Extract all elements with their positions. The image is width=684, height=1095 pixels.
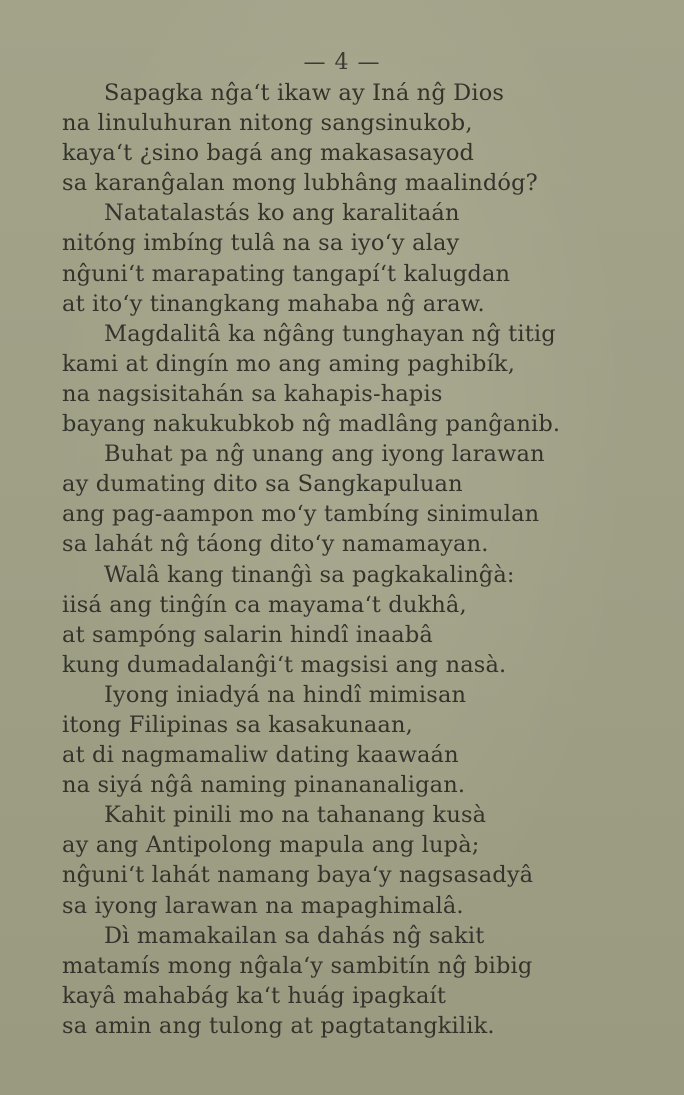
poem-line: Walâ kang tinanĝì sa pagkakalinĝà:	[104, 561, 515, 588]
poem-line: itong Filipinas sa kasakunaan,	[62, 711, 413, 738]
poem-line: na siyá nĝâ naming pinananaligan.	[62, 772, 466, 799]
poem-line: na nagsisitahán sa kahapis-hapis	[62, 380, 443, 407]
poem-line: Kahit pinili mo na tahanang kusà	[104, 802, 487, 829]
poem-line: sa amin ang tulong at pagtatangkilik.	[62, 1012, 495, 1039]
poem-line: nitóng imbíng tulâ na sa iyo‘y alay	[62, 230, 460, 257]
poem-line: at ito‘y tinangkang mahaba nĝ araw.	[62, 290, 485, 317]
poem-line: Dì mamakailan sa dahás nĝ sakit	[104, 922, 485, 949]
poem-line: kayâ mahabág ka‘t huág ipagkaít	[62, 982, 447, 1009]
poem-line: matamís mong nĝala‘y sambitín nĝ bibig	[62, 952, 533, 979]
poem-text	[62, 78, 662, 1041]
poem-line: at sampóng salarin hindî inaabâ	[62, 621, 433, 648]
poem-line: sa lahát nĝ táong dito‘y namamayan.	[62, 531, 489, 558]
poem-line: nĝuni‘t marapating tangapí‘t kalugdan	[62, 260, 511, 287]
poem-line: Magdalitâ ka nĝâng tunghayan nĝ titig	[104, 320, 556, 347]
poem-line: kami at dingín mo ang aming paghibík,	[62, 350, 516, 377]
poem-line: bayang nakukubkob nĝ madlâng panĝanib.	[62, 411, 561, 438]
poem-line: ay ang Antipolong mapula ang lupà;	[62, 832, 480, 859]
poem-line: iisá ang tinĝín ca mayama‘t dukhâ,	[62, 591, 467, 618]
poem-line: nĝuni‘t lahát namang baya‘y nagsasadyâ	[62, 862, 534, 889]
poem-line: kaya‘t ¿sino bagá ang makasasayod	[62, 140, 475, 167]
poem-line: at di nagmamaliw dating kaawaán	[62, 742, 459, 769]
poem-line: sa iyong larawan na mapaghimalâ.	[62, 892, 464, 919]
poem-line: Buhat pa nĝ unang ang iyong larawan	[104, 441, 545, 468]
poem-line: ang pag-aampon mo‘y tambíng sinimulan	[62, 501, 540, 528]
poem-line: kung dumadalanĝi‘t magsisi ang nasà.	[62, 651, 507, 678]
page-number: — 4 —	[303, 50, 381, 75]
poem-line: na linuluhuran nitong sangsinukob,	[62, 110, 473, 137]
poem-line: sa karanĝalan mong lubhâng maalindóg?	[62, 170, 538, 197]
poem-line: Natatalastás ko ang karalitaán	[104, 200, 460, 227]
poem-line: ay dumating dito sa Sangkapuluan	[62, 471, 463, 498]
poem-line: Iyong iniadyá na hindî mimisan	[104, 681, 467, 708]
poem-line: Sapagka nĝa‘t ikaw ay Iná nĝ Dios	[104, 80, 505, 106]
